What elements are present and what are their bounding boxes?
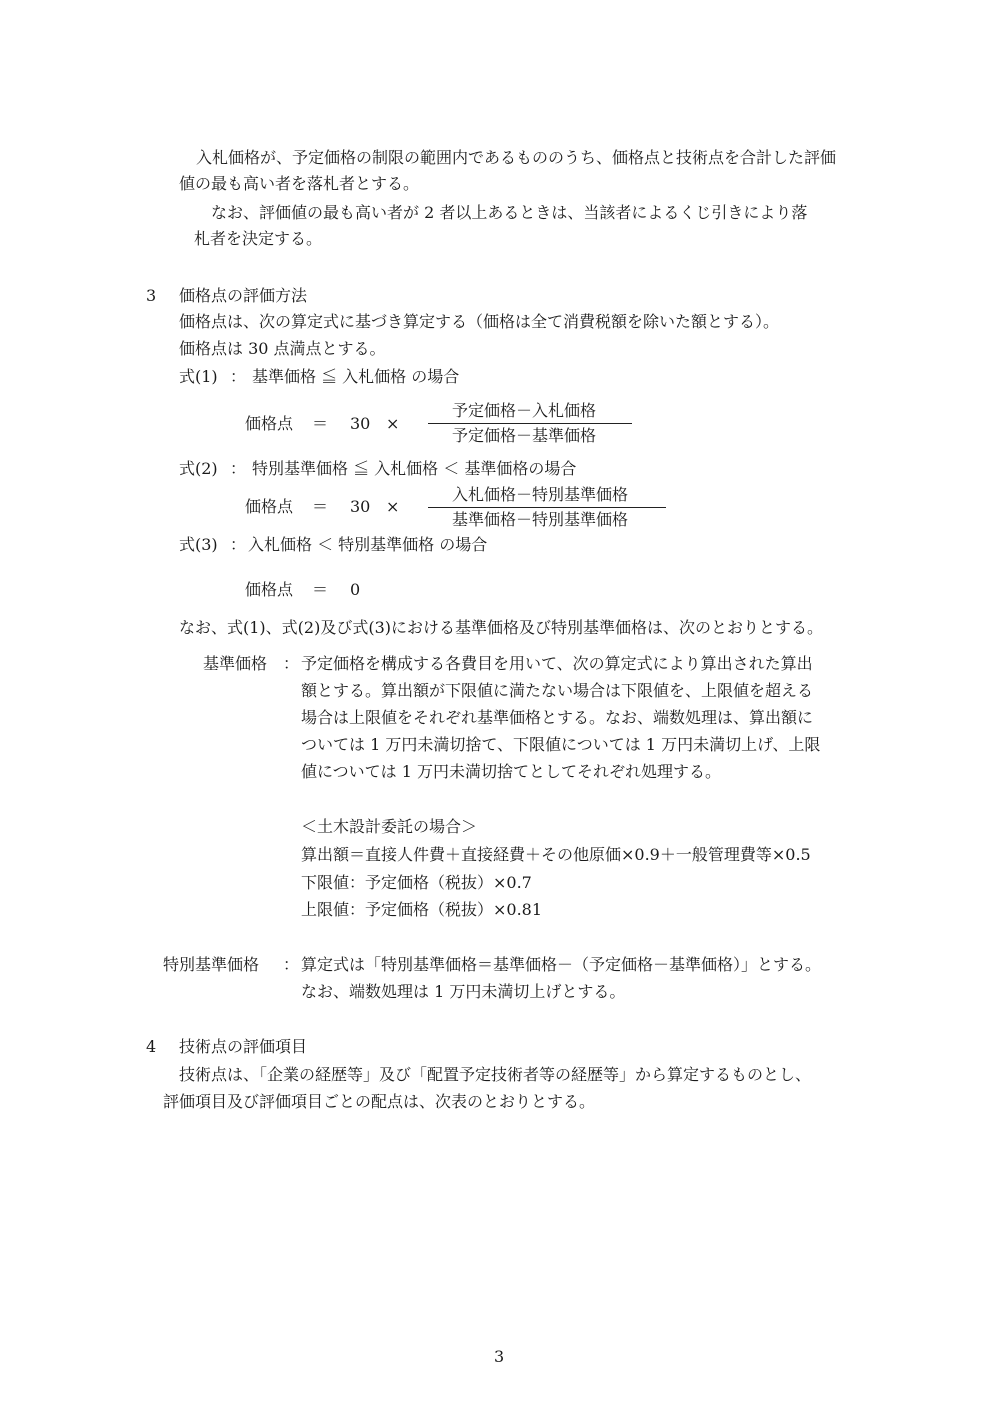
section3-line1: 価格点は、次の算定式に基づき算定する（価格は全て消費税額を除いた額とする）。 <box>179 312 780 331</box>
intro-paragraph2-line1: なお、評価値の最も高い者が 2 者以上あるときは、当該者によるくじ引きにより落 <box>211 203 808 222</box>
base-price-line5: 値については 1 万円未満切捨てとしてそれぞれ処理する。 <box>301 762 722 781</box>
formula2-label: 式(2) <box>179 459 218 478</box>
formula2-denominator: 基準価格－特別基準価格 <box>452 510 629 529</box>
base-price-term: 基準価格 <box>203 654 268 673</box>
special-price-line1: 算定式は「特別基準価格＝基準価格－（予定価格－基準価格）」とする。 <box>301 955 822 974</box>
base-price-line3: 場合は上限値をそれぞれ基準価格とする。なお、端数処理は、算出額に <box>301 708 814 727</box>
special-price-term: 特別基準価格 <box>163 955 260 974</box>
formula2-condition: 特別基準価格 ≦ 入札価格 ＜ 基準価格の場合 <box>252 459 577 478</box>
intro-paragraph2-line2: 札者を決定する。 <box>194 229 323 248</box>
section3-line2: 価格点は 30 点満点とする。 <box>179 339 386 358</box>
formula2-numerator: 入札価格－特別基準価格 <box>452 485 629 504</box>
formula1-numerator: 予定価格－入札価格 <box>452 401 597 420</box>
formula1-denominator: 予定価格－基準価格 <box>452 426 597 445</box>
formula3-colon: ： <box>230 535 247 554</box>
formula3-condition: 入札価格 ＜ 特別基準価格 の場合 <box>248 535 488 554</box>
formula3-value: 0 <box>350 580 361 599</box>
intro-paragraph1-line1: 入札価格が、予定価格の制限の範囲内であるもののうち、価格点と技術点を合計した評価 <box>196 148 837 167</box>
formula1-coefficient: 30 <box>350 414 371 433</box>
formula3-label: 式(3) <box>179 535 218 554</box>
formula1-label: 式(1) <box>179 367 218 386</box>
special-price-colon: ： <box>283 955 300 974</box>
page-number: 3 <box>494 1347 505 1366</box>
intro-paragraph1-line2: 値の最も高い者を落札者とする。 <box>179 174 420 193</box>
formula1-equals: ＝ <box>312 414 329 433</box>
special-price-line2: なお、端数処理は 1 万円未満切上げとする。 <box>301 982 626 1001</box>
section3-title: 価格点の評価方法 <box>179 286 308 305</box>
section4-number: 4 <box>146 1037 157 1056</box>
formula1-times: × <box>386 414 400 433</box>
formula1-colon: ： <box>230 367 247 386</box>
formula1-lhs: 価格点 <box>245 414 294 433</box>
formula1-condition: 基準価格 ≦ 入札価格 の場合 <box>252 367 460 386</box>
formula2-coefficient: 30 <box>350 497 371 516</box>
formula3-lhs: 価格点 <box>245 580 294 599</box>
base-price-line1: 予定価格を構成する各費目を用いて、次の算定式により算出された算出 <box>301 654 813 673</box>
section4-line1: 技術点は、「企業の経歴等」及び「配置予定技術者等の経歴等」から算定するものとし、 <box>179 1065 812 1084</box>
base-price-case-heading: ＜土木設計委託の場合＞ <box>301 817 478 836</box>
formula2-times: × <box>386 497 400 516</box>
formula2-equals: ＝ <box>312 497 329 516</box>
formula1-fraction-bar <box>428 423 632 424</box>
base-price-colon: ： <box>283 654 300 673</box>
section4-line2: 評価項目及び評価項目ごとの配点は、次表のとおりとする。 <box>163 1092 596 1111</box>
base-price-lower-limit: 下限値：予定価格（税抜）×0.7 <box>301 873 532 892</box>
formula-note: なお、式(1)、式(2)及び式(3)における基準価格及び特別基準価格は、次のとおりとする。 <box>179 618 823 637</box>
base-price-upper-limit: 上限値：予定価格（税抜）×0.81 <box>301 900 543 919</box>
base-price-calc-formula: 算出額＝直接人件費＋直接経費＋その他原価×0.9＋一般管理費等×0.5 <box>301 845 811 864</box>
section3-number: 3 <box>146 286 157 305</box>
base-price-line2: 額とする。算出額が下限値に満たない場合は下限値を、上限値を超える <box>301 681 814 700</box>
section4-title: 技術点の評価項目 <box>179 1037 308 1056</box>
formula2-lhs: 価格点 <box>245 497 294 516</box>
formula2-colon: ： <box>230 459 247 478</box>
formula2-fraction-bar <box>428 507 666 508</box>
formula3-equals: ＝ <box>312 580 329 599</box>
base-price-line4: ついては 1 万円未満切捨て、下限値については 1 万円未満切上げ、上限 <box>301 735 821 754</box>
